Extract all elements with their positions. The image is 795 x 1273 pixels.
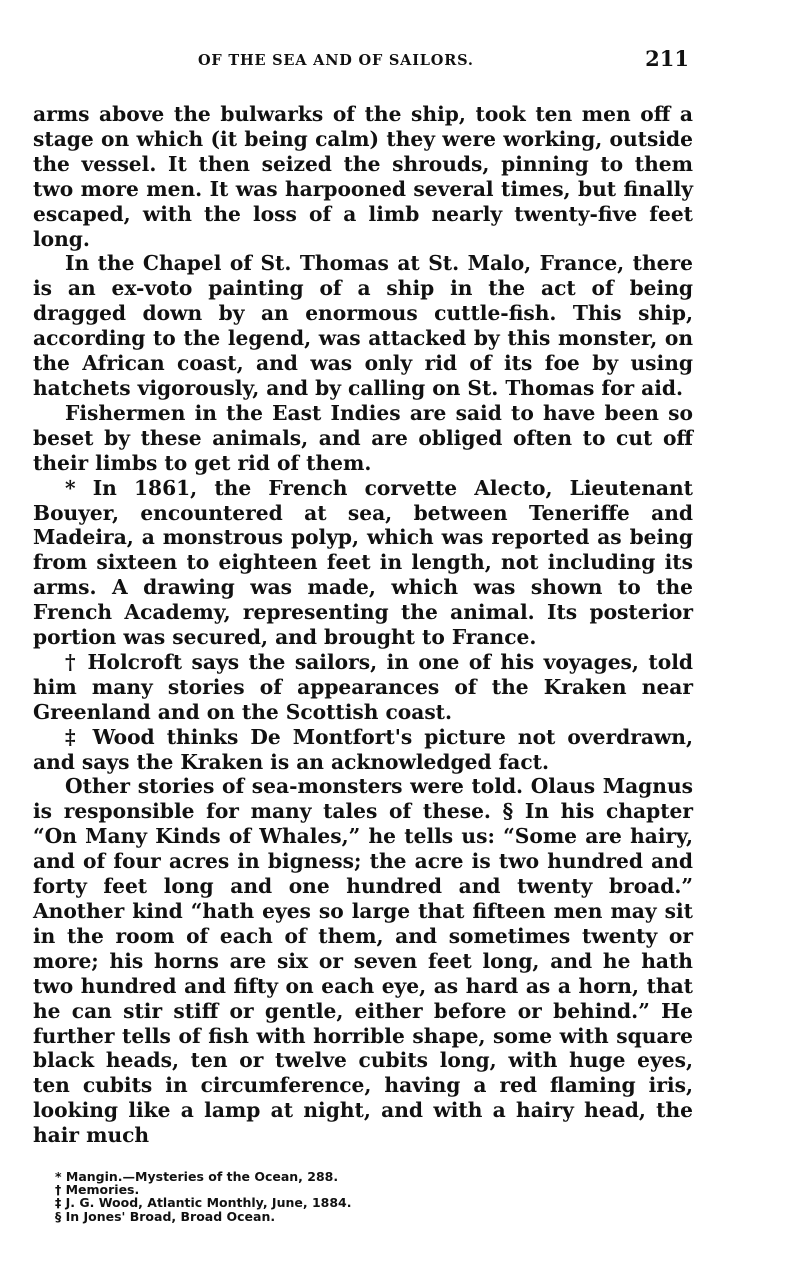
paragraph-alecto: * In 1861, the French corvette Alecto, Lieutenant Bouyer, encountered at sea, between Teneriffe and Madeira, a monstrous polyp, which was reported as being from sixteen to eighteen feet in length, not including its arms. A drawing was made, which was shown to the French Academy, representing the animal. Its posterior portion was secured, and brought to France. — [33, 475, 693, 650]
footnote: * Mangin.—Mysteries of the Ocean, 288. — [55, 1169, 339, 1185]
running-head — [33, 46, 693, 76]
page-number: 211 — [645, 46, 689, 71]
footnotes — [55, 1170, 693, 1223]
paragraph-wood: ‡ Wood thinks De Montfort's picture not overdrawn, and says the Kraken is an acknowledged fact. — [33, 724, 693, 774]
footnote: § In Jones' Broad, Broad Ocean. — [55, 1208, 276, 1224]
running-title: OF THE SEA AND OF SAILORS. — [198, 52, 474, 69]
footnote: † Memories. — [55, 1182, 140, 1198]
footnote: ‡ J. G. Wood, Atlantic Monthly, June, 1884. — [55, 1195, 352, 1211]
paragraph-east-indies: Fishermen in the East Indies are said to have been so beset by these animals, and are obliged often to cut off their limbs to get rid of them. — [33, 400, 693, 475]
paragraph-st-malo: In the Chapel of St. Thomas at St. Malo, France, there is an ex-voto painting of a ship in the act of being dragged down by an enormous cuttle-fish. This ship, according to the legend, was attacked by this monster, on the African coast, and was only rid of its foe by using hatchets vigorously, and by calling on St. Thomas for aid. — [33, 251, 693, 400]
paragraph-continued: arms above the bulwarks of the ship, took ten men off a stage on which (it being calm) they were working, outside the vessel. It then seized the shrouds, pinning to them two more men. It was harpooned several times, but finally escaped, with the loss of a limb nearly twenty-five feet long. — [33, 102, 693, 251]
book-page — [33, 46, 693, 1223]
paragraph-holcroft: † Holcroft says the sailors, in one of his voyages, told him many stories of appearances of the Kraken near Greenland and on the Scottish coast. — [33, 649, 693, 724]
paragraph-olaus-magnus: Other stories of sea-monsters were told. Olaus Magnus is responsible for many tales of these. § In his chapter “On Many Kinds of Whales,” he tells us: “Some are hairy, and of four acres in bigness; the acre is two hundred and forty feet long and one hundred and twenty broad.” Another kind “hath eyes so large that fifteen men may sit in the room of each of them, and sometimes twenty or more; his horns are six or seven feet long, and he hath two hundred and fifty on each eye, as hard as a horn, that he can stir stiff or gentle, either before or behind.” He further tells of fish with horrible shape, some with square black heads, ten or twelve cubits long, with huge eyes, ten cubits in circumference, having a red flaming iris, looking like a lamp at night, and with a hairy head, the hair much — [33, 774, 693, 1148]
body-text — [33, 102, 693, 1148]
